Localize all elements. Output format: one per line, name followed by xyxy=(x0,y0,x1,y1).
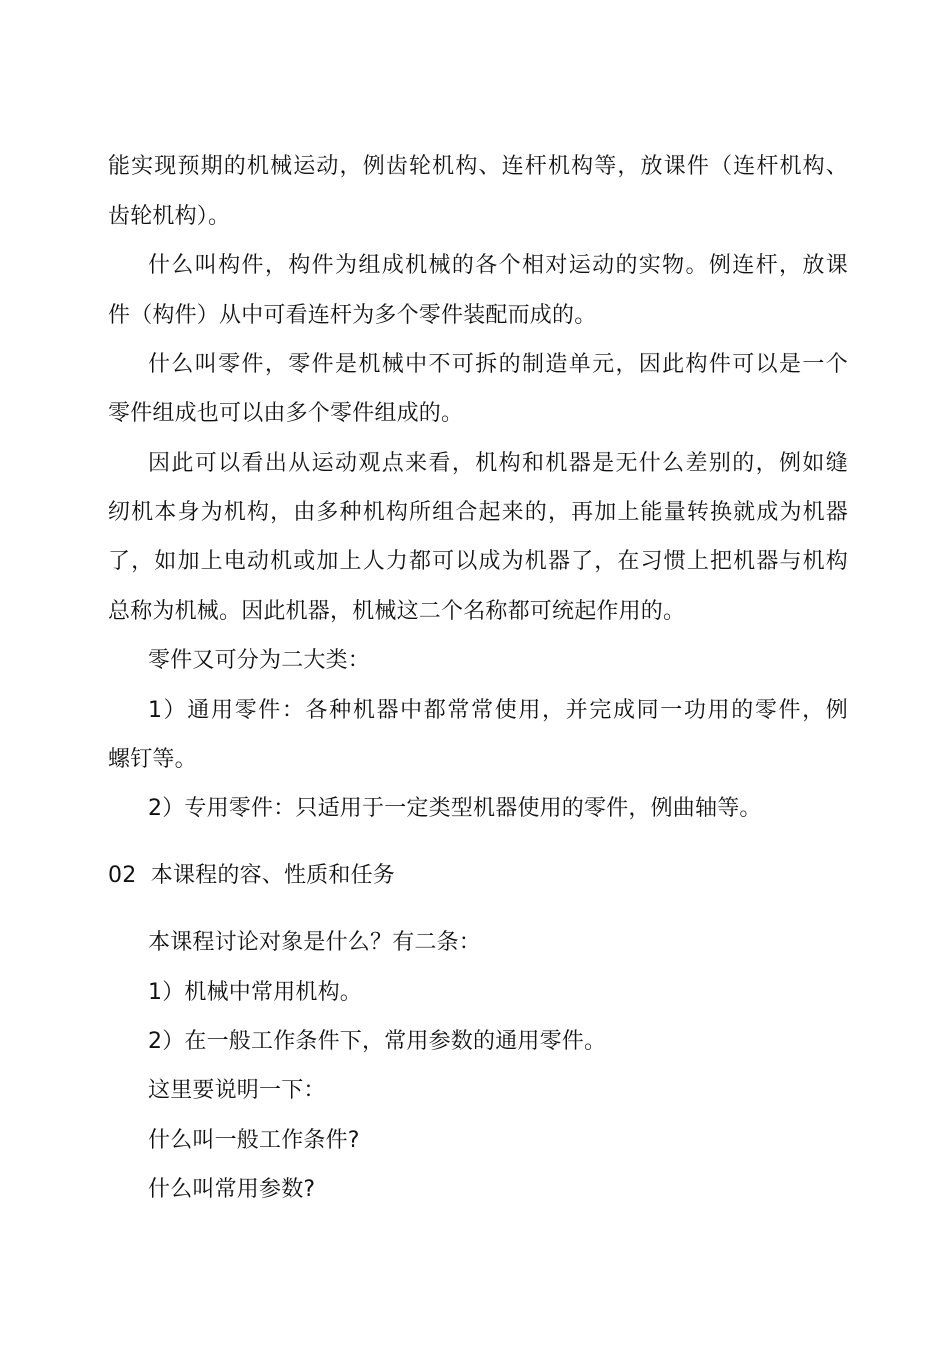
text-line: 能实现预期的机械运动，例齿轮机构、连杆机构等，放课件（连杆机构、 xyxy=(108,154,848,179)
text-line: 齿轮机构）。 xyxy=(108,204,231,229)
text-line: 1）机械中常用机构。 xyxy=(148,980,362,1005)
text-line: 本课程讨论对象是什么？有二条： xyxy=(148,930,482,955)
text-line: 什么叫零件，零件是机械中不可拆的制造单元，因此构件可以是一个 xyxy=(148,352,848,377)
text-line: 纫机本身为机构，由多种机构所组合起来的，再加上能量转换就成为机器 xyxy=(108,500,848,525)
text-line: 因此可以看出从运动观点来看，机构和机器是无什么差别的，例如缝 xyxy=(148,451,848,476)
text-line: 1）通用零件：各种机器中都常常使用，并完成同一功用的零件，例 xyxy=(148,698,848,723)
text-line: 2）在一般工作条件下，常用参数的通用零件。 xyxy=(148,1029,607,1054)
text-line: 件（构件）从中可看连杆为多个零件装配而成的。 xyxy=(108,303,597,328)
text-line: 总称为机械。因此机器，机械这二个名称都可统起作用的。 xyxy=(108,599,686,624)
text-line: 什么叫构件，构件为组成机械的各个相对运动的实物。例连杆，放课 xyxy=(148,253,848,278)
text-line: 什么叫常用参数? xyxy=(148,1177,316,1202)
text-line: 2）专用零件：只适用于一定类型机器使用的零件，例曲轴等。 xyxy=(148,796,762,821)
text-line: 了，如加上电动机或加上人力都可以成为机器了，在习惯上把机器与机构 xyxy=(108,549,848,574)
text-line: 这里要说明一下： xyxy=(148,1078,326,1103)
text-line: 螺钉等。 xyxy=(108,747,197,772)
section-heading: 02 本课程的容、性质和任务 xyxy=(108,863,395,888)
text-line: 什么叫一般工作条件? xyxy=(148,1128,360,1153)
text-line: 零件组成也可以由多个零件组成的。 xyxy=(108,401,464,426)
text-line: 零件又可分为二大类： xyxy=(148,648,371,673)
